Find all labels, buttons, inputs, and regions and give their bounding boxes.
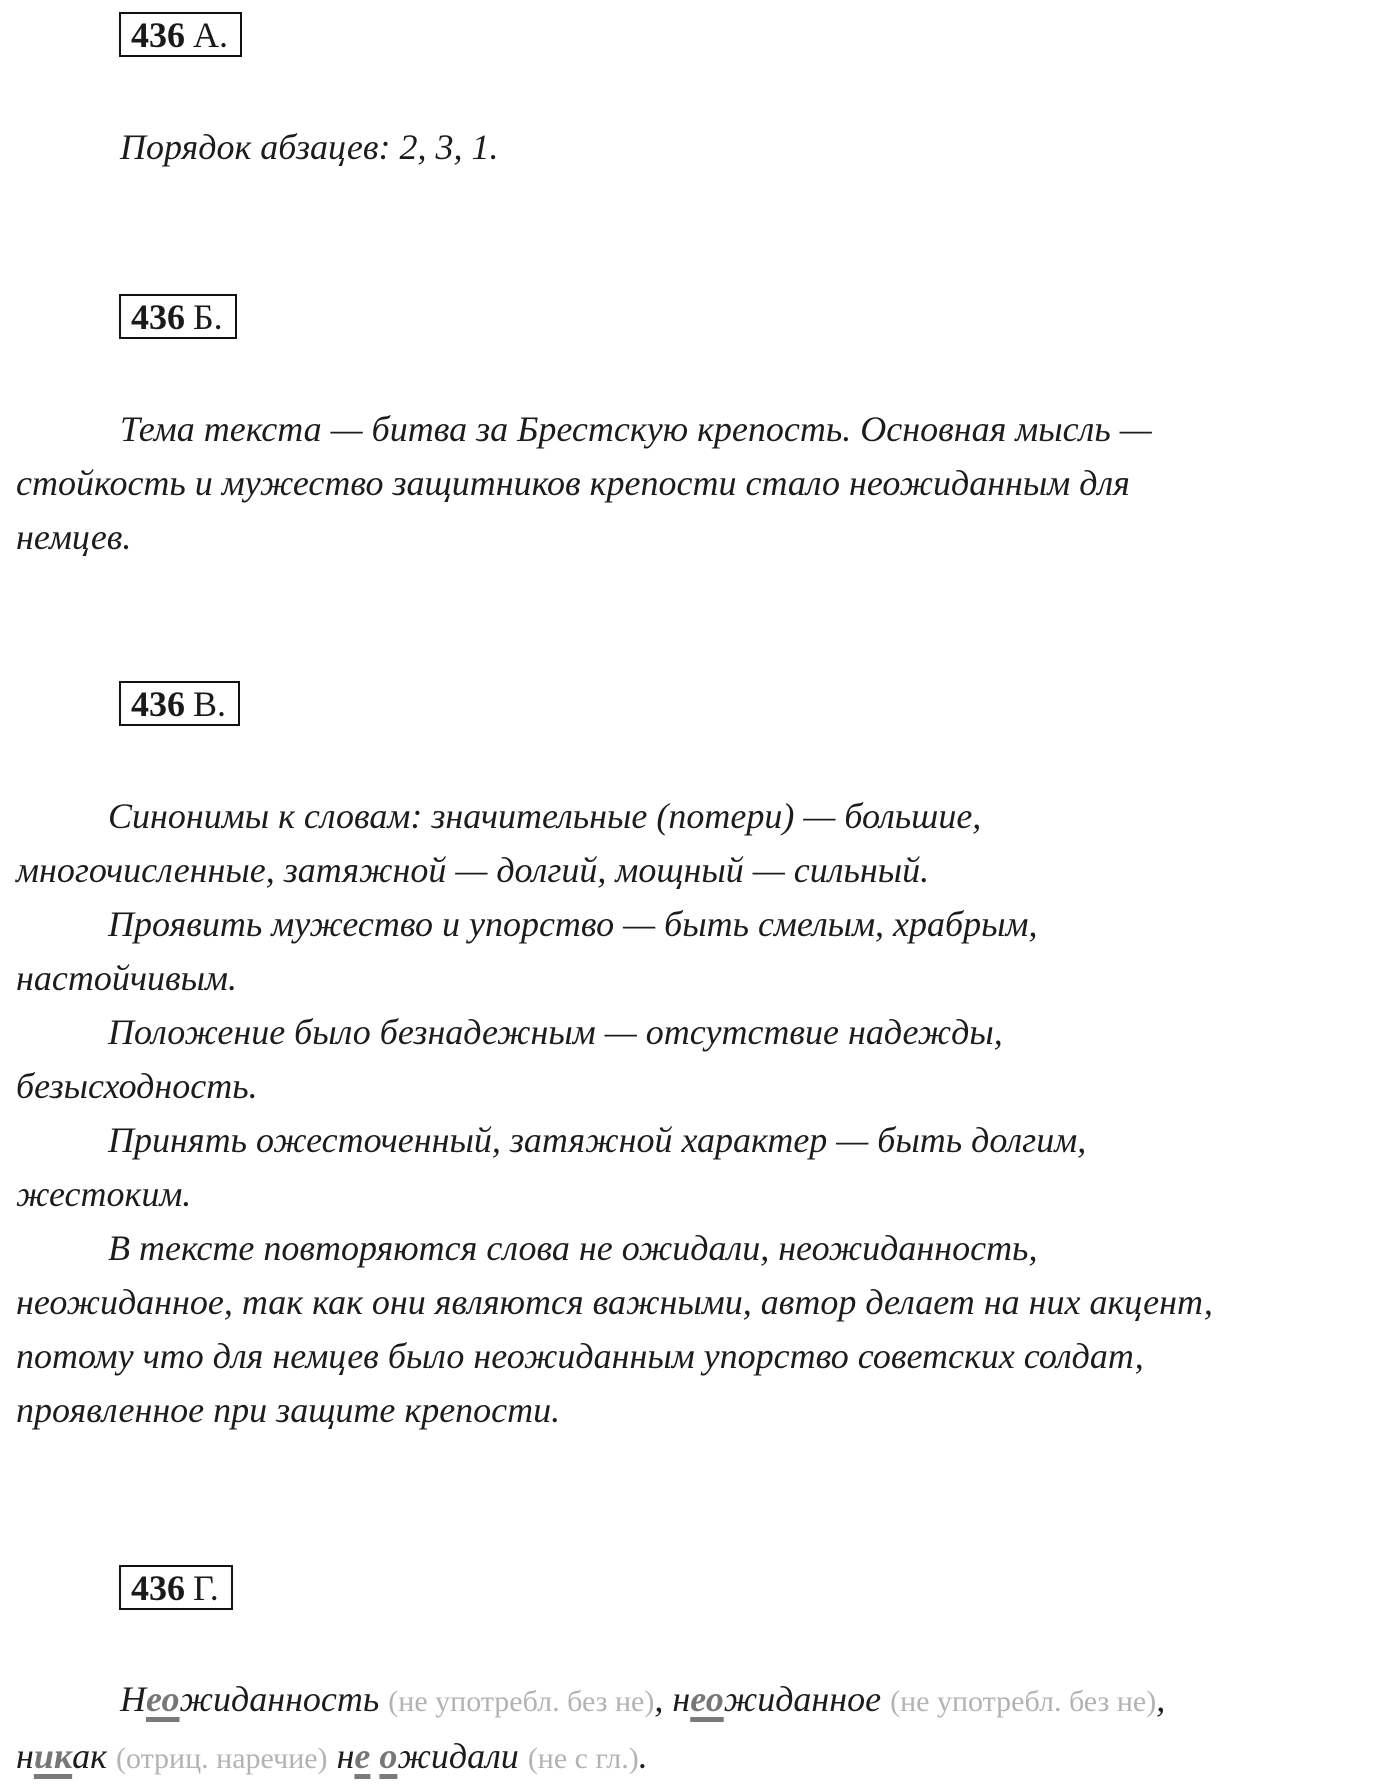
answer-436a	[16, 120, 1388, 174]
text-line: немцев.	[16, 517, 132, 557]
exercise-number: 436	[131, 14, 185, 55]
text-line: стойкость и мужество защитников крепости стало неожиданным для	[16, 463, 1130, 503]
orthogram-highlight: е	[354, 1736, 371, 1776]
text-line: жестоким.	[16, 1174, 192, 1214]
orthogram-highlight: ео	[146, 1679, 180, 1719]
orthogram-highlight: ео	[690, 1679, 724, 1719]
exercise-label-436a	[119, 12, 242, 57]
text-line: Принять ожесточенный, затяжной характер — быть долгим,	[108, 1120, 1087, 1160]
text-line	[16, 1729, 1388, 1786]
exercise-label-436v	[119, 681, 240, 726]
text-line: Положение было безнадежным — отсутствие надежды,	[108, 1012, 1003, 1052]
text-line: В тексте повторяются слова не ожидали, неожиданность,	[108, 1228, 1038, 1268]
grammar-note: (не употребл. без не)	[388, 1685, 655, 1718]
text-line: неожиданное, так как они являются важными, автор делает на них акцент,	[16, 1282, 1213, 1322]
word-part: жидали	[397, 1736, 519, 1776]
exercise-letter: Б.	[193, 296, 223, 337]
word-part: жиданное	[723, 1679, 882, 1719]
text-line: Тема текста — битва за Брестскую крепость. Основная мысль —	[120, 409, 1152, 449]
grammar-note: (отриц. наречие)	[115, 1742, 328, 1775]
answer-436b	[16, 402, 1388, 564]
punctuation: ,	[654, 1679, 673, 1719]
text-line: Порядок абзацев: 2, 3, 1.	[120, 127, 499, 167]
word-part: Н	[120, 1679, 146, 1719]
text-line: потому что для немцев было неожиданным упорство советских солдат,	[16, 1336, 1144, 1376]
exercise-letter: А.	[193, 14, 228, 55]
text-line: настойчивым.	[16, 958, 237, 998]
exercise-letter: Г.	[193, 1567, 219, 1608]
orthogram-highlight: ик	[33, 1736, 73, 1776]
grammar-note: (не с гл.)	[527, 1742, 639, 1775]
exercise-number: 436	[131, 296, 185, 337]
exercise-number: 436	[131, 683, 185, 724]
word-part: н	[336, 1736, 355, 1776]
punctuation: .	[638, 1736, 648, 1776]
word-part: жиданность	[179, 1679, 380, 1719]
answer-436g	[16, 1672, 1388, 1786]
text-line: Синонимы к словам: значительные (потери) — большие,	[108, 796, 982, 836]
word-part: н	[672, 1679, 691, 1719]
exercise-number: 436	[131, 1567, 185, 1608]
answer-436v	[16, 789, 1388, 1437]
exercise-letter: В.	[193, 683, 227, 724]
word-part: ак	[72, 1736, 107, 1776]
exercise-label-436g	[119, 1565, 233, 1610]
text-line	[16, 1672, 1388, 1729]
text-line: многочисленные, затяжной — долгий, мощный — сильный.	[16, 850, 930, 890]
punctuation: ,	[1156, 1679, 1166, 1719]
word-part: н	[16, 1736, 34, 1776]
text-line: проявленное при защите крепости.	[16, 1390, 561, 1430]
text-line: Проявить мужество и упорство — быть смелым, храбрым,	[108, 904, 1038, 944]
grammar-note: (не употребл. без не)	[890, 1685, 1157, 1718]
text-line: безысходность.	[16, 1066, 258, 1106]
orthogram-highlight: о	[379, 1736, 398, 1776]
exercise-label-436b	[119, 294, 237, 339]
